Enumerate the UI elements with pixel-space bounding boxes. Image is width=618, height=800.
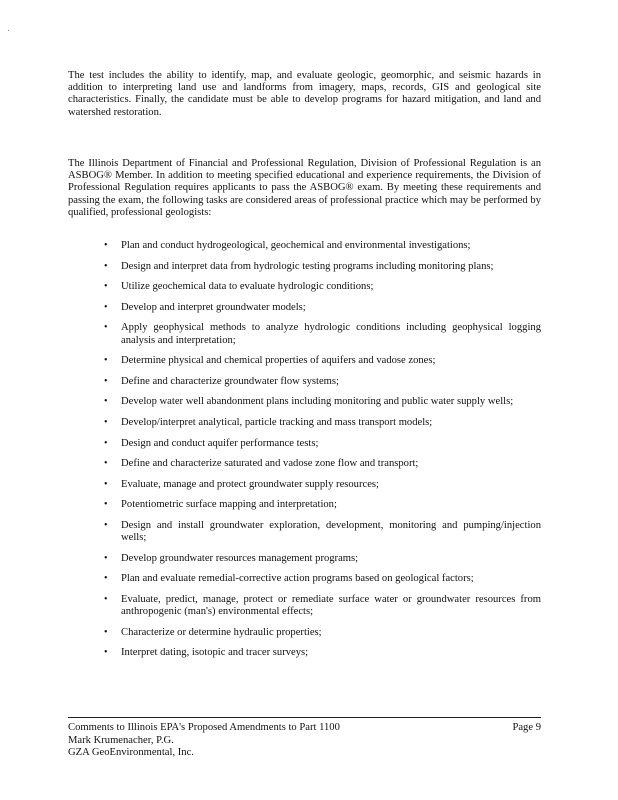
professional-tasks-list <box>104 240 541 668</box>
list-item-text: Evaluate, predict, manage, protect or remediate surface water or groundwater resources from anthropogenic (man's) environmental effects; <box>121 593 541 618</box>
list-item-text: Utilize geochemical data to evaluate hydrologic conditions; <box>121 281 374 293</box>
list-item <box>104 355 541 367</box>
list-item-text: Develop groundwater resources management programs; <box>121 552 359 564</box>
list-item-text: Design and conduct aquifer performance tests; <box>121 437 319 449</box>
footer-company: GZA GeoEnvironmental, Inc. <box>68 747 194 758</box>
list-item <box>104 520 541 544</box>
list-item-text: Define and characterize saturated and vadose zone flow and transport; <box>121 458 419 470</box>
list-item-text: Determine physical and chemical properties of aquifers and vadose zones; <box>121 355 436 367</box>
list-item-text: Apply geophysical methods to analyze hydrologic conditions including geophysical logging analysis and interpretation; <box>121 322 541 346</box>
list-item <box>104 553 541 565</box>
bullet-icon: • <box>104 260 108 272</box>
list-item <box>104 396 541 408</box>
bullet-icon: • <box>104 499 108 511</box>
list-item <box>104 499 541 511</box>
list-item <box>104 438 541 450</box>
list-item <box>104 261 541 273</box>
bullet-icon: • <box>104 437 108 449</box>
list-item <box>104 376 541 388</box>
list-item <box>104 647 541 659</box>
bullet-icon: • <box>104 626 108 638</box>
bullet-icon: • <box>104 478 108 490</box>
bullet-icon: • <box>104 301 108 313</box>
paragraph-test-description: The test includes the ability to identify, map, and evaluate geologic, geomorphic, and seismic hazards in addition to interpreting land use and landforms from imagery, maps, records, GIS and geological site characteristics. Finally, the candidate must be able to develop programs for hazard mitigation, and land and watershed restoration. <box>68 70 541 118</box>
bullet-icon: • <box>104 355 108 367</box>
list-item-text: Characterize or determine hydraulic properties; <box>121 626 322 638</box>
list-item <box>104 458 541 470</box>
bullet-icon: • <box>104 375 108 387</box>
list-item <box>104 479 541 491</box>
list-item-text: Plan and evaluate remedial-corrective action programs based on geological factors; <box>121 573 474 585</box>
list-item <box>104 594 541 618</box>
page-number: Page 9 <box>512 722 541 733</box>
bullet-icon: • <box>104 593 108 605</box>
list-item-text: Develop water well abandonment plans including monitoring and public water supply wells; <box>121 396 514 408</box>
list-item-text: Develop and interpret groundwater models; <box>121 301 306 313</box>
bullet-icon: • <box>104 240 108 251</box>
list-item <box>104 240 541 252</box>
list-item <box>104 573 541 585</box>
footer-title: Comments to Illinois EPA's Proposed Amendments to Part 1100 <box>68 722 340 733</box>
list-item-text: Design and interpret data from hydrologic testing programs including monitoring plans; <box>121 260 494 272</box>
bullet-icon: • <box>104 573 108 585</box>
list-item-text: Plan and conduct hydrogeological, geochemical and environmental investigations; <box>121 240 471 251</box>
list-item-text: Evaluate, manage and protect groundwater supply resources; <box>121 478 379 490</box>
bullet-icon: • <box>104 647 108 659</box>
bullet-icon: • <box>104 458 108 470</box>
list-item <box>104 417 541 429</box>
list-item-text: Define and characterize groundwater flow systems; <box>121 375 339 387</box>
bullet-icon: • <box>104 416 108 428</box>
list-item-text: Interpret dating, isotopic and tracer surveys; <box>121 647 309 659</box>
bullet-icon: • <box>104 281 108 293</box>
bullet-icon: • <box>104 396 108 408</box>
bullet-icon: • <box>104 322 108 334</box>
list-item <box>104 322 541 346</box>
bullet-icon: • <box>104 552 108 564</box>
bullet-icon: • <box>104 519 108 531</box>
list-item-text: Potentiometric surface mapping and interpretation; <box>121 499 337 511</box>
paragraph-illinois-regulation: The Illinois Department of Financial and Professional Regulation, Division of Professional Regulation is an ASBOG® Member. In addition to meeting specified educational and experience requirements, the Division of Professional Regulation requires applicants to pass the ASBOG® exam. By meeting these requirements and passing the exam, the following tasks are considered areas of professional practice which may be performed by qualified, professional geologists: <box>68 158 541 218</box>
list-item-text: Design and install groundwater exploration, development, monitoring and pumping/injection wells; <box>121 519 541 544</box>
page-footer <box>68 722 541 760</box>
footer-title-row <box>68 722 541 735</box>
footer-divider <box>68 717 541 718</box>
scan-speck <box>8 30 9 31</box>
list-item-text: Develop/interpret analytical, particle tracking and mass transport models; <box>121 416 433 428</box>
list-item <box>104 302 541 314</box>
list-item <box>104 627 541 639</box>
footer-author: Mark Krumenacher, P.G. <box>68 734 174 746</box>
list-item <box>104 281 541 293</box>
